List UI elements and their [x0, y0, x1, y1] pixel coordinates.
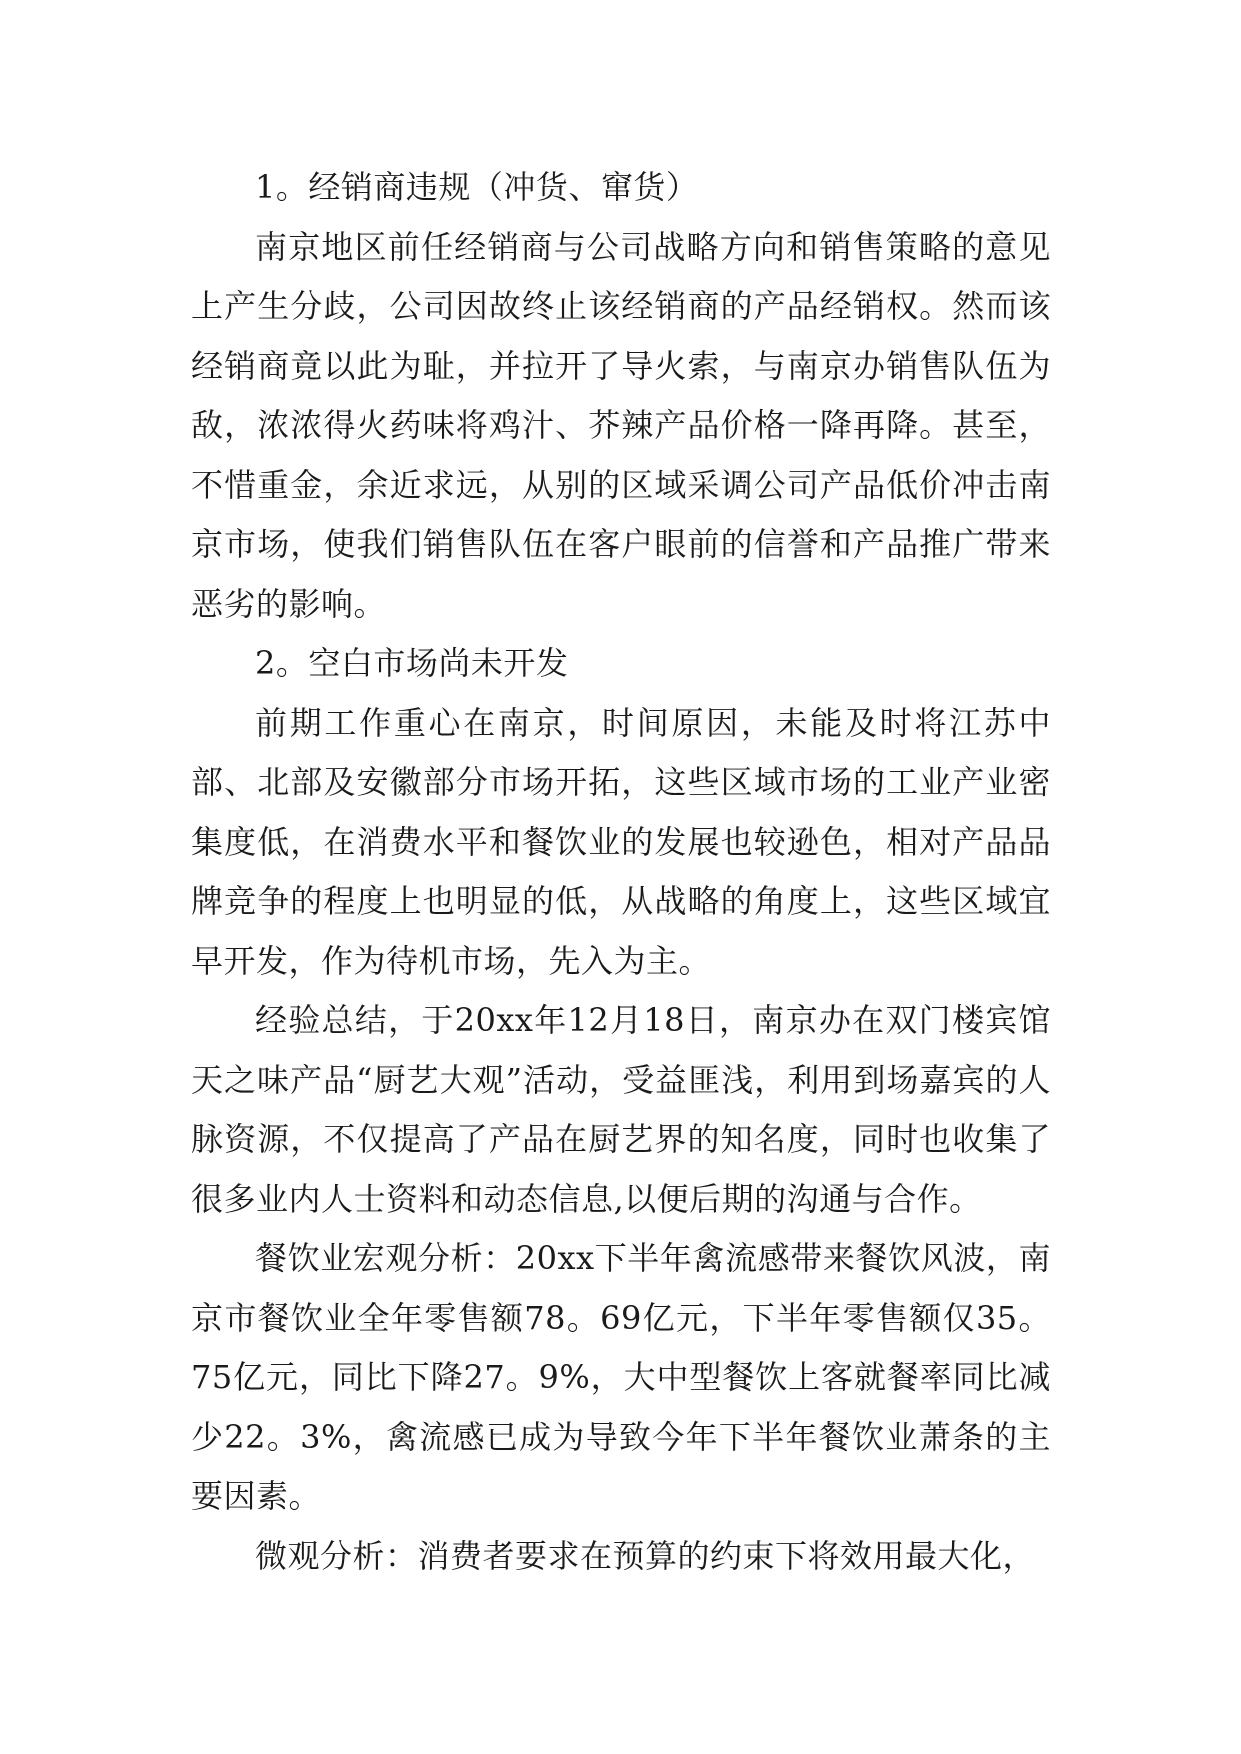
paragraph-experience-summary: 经验总结，于20xx年12月18日，南京办在双门楼宾馆天之味产品“厨艺大观”活动，受益匪浅，利用到场嘉宾的人脉资源，不仅提高了产品在厨艺界的知名度，同时也收集了很多业内人士资料和动态信息,以便后期的沟通与合作。: [191, 1001, 1051, 1218]
paragraph-blank-market: 前期工作重心在南京，时间原因，未能及时将江苏中部、北部及安徽部分市场开拓，这些区域市场的工业产业密集度低，在消费水平和餐饮业的发展也较逊色，相对产品品牌竞争的程度上也明显的低，从战略的角度上，这些区域宜早开发，作为待机市场，先入为主。: [191, 703, 1051, 980]
paragraph-heading-2: 2。空白市场尚未开发: [255, 644, 569, 682]
paragraph-heading-1: 1。经销商违规（冲货、窜货）: [255, 168, 699, 206]
paragraph-micro-analysis: 微观分析：消费者要求在预算的约束下将效用最大化，: [255, 1536, 1036, 1575]
document-body: [191, 158, 1051, 1586]
paragraph-dealer-violation: 南京地区前任经销商与公司战略方向和销售策略的意见上产生分歧，公司因故终止该经销商的产品经销权。然而该经销商竟以此为耻，并拉开了导火索，与南京办销售队伍为敌，浓浓得火药味将鸡汁、芥辣产品价格一降再降。甚至，不惜重金，余近求远，从别的区域采调公司产品低价冲击南京市场，使我们销售队伍在客户眼前的信誉和产品推广带来恶劣的影响。: [191, 227, 1051, 623]
paragraph-macro-analysis: 餐饮业宏观分析：20xx下半年禽流感带来餐饮风波，南京市餐饮业全年零售额78。69亿元，下半年零售额仅35。75亿元，同比下降27。9%，大中型餐饮上客就餐率同比减少22。3%，禽流感已成为导致今年下半年餐饮业萧条的主要因素。: [191, 1239, 1051, 1515]
